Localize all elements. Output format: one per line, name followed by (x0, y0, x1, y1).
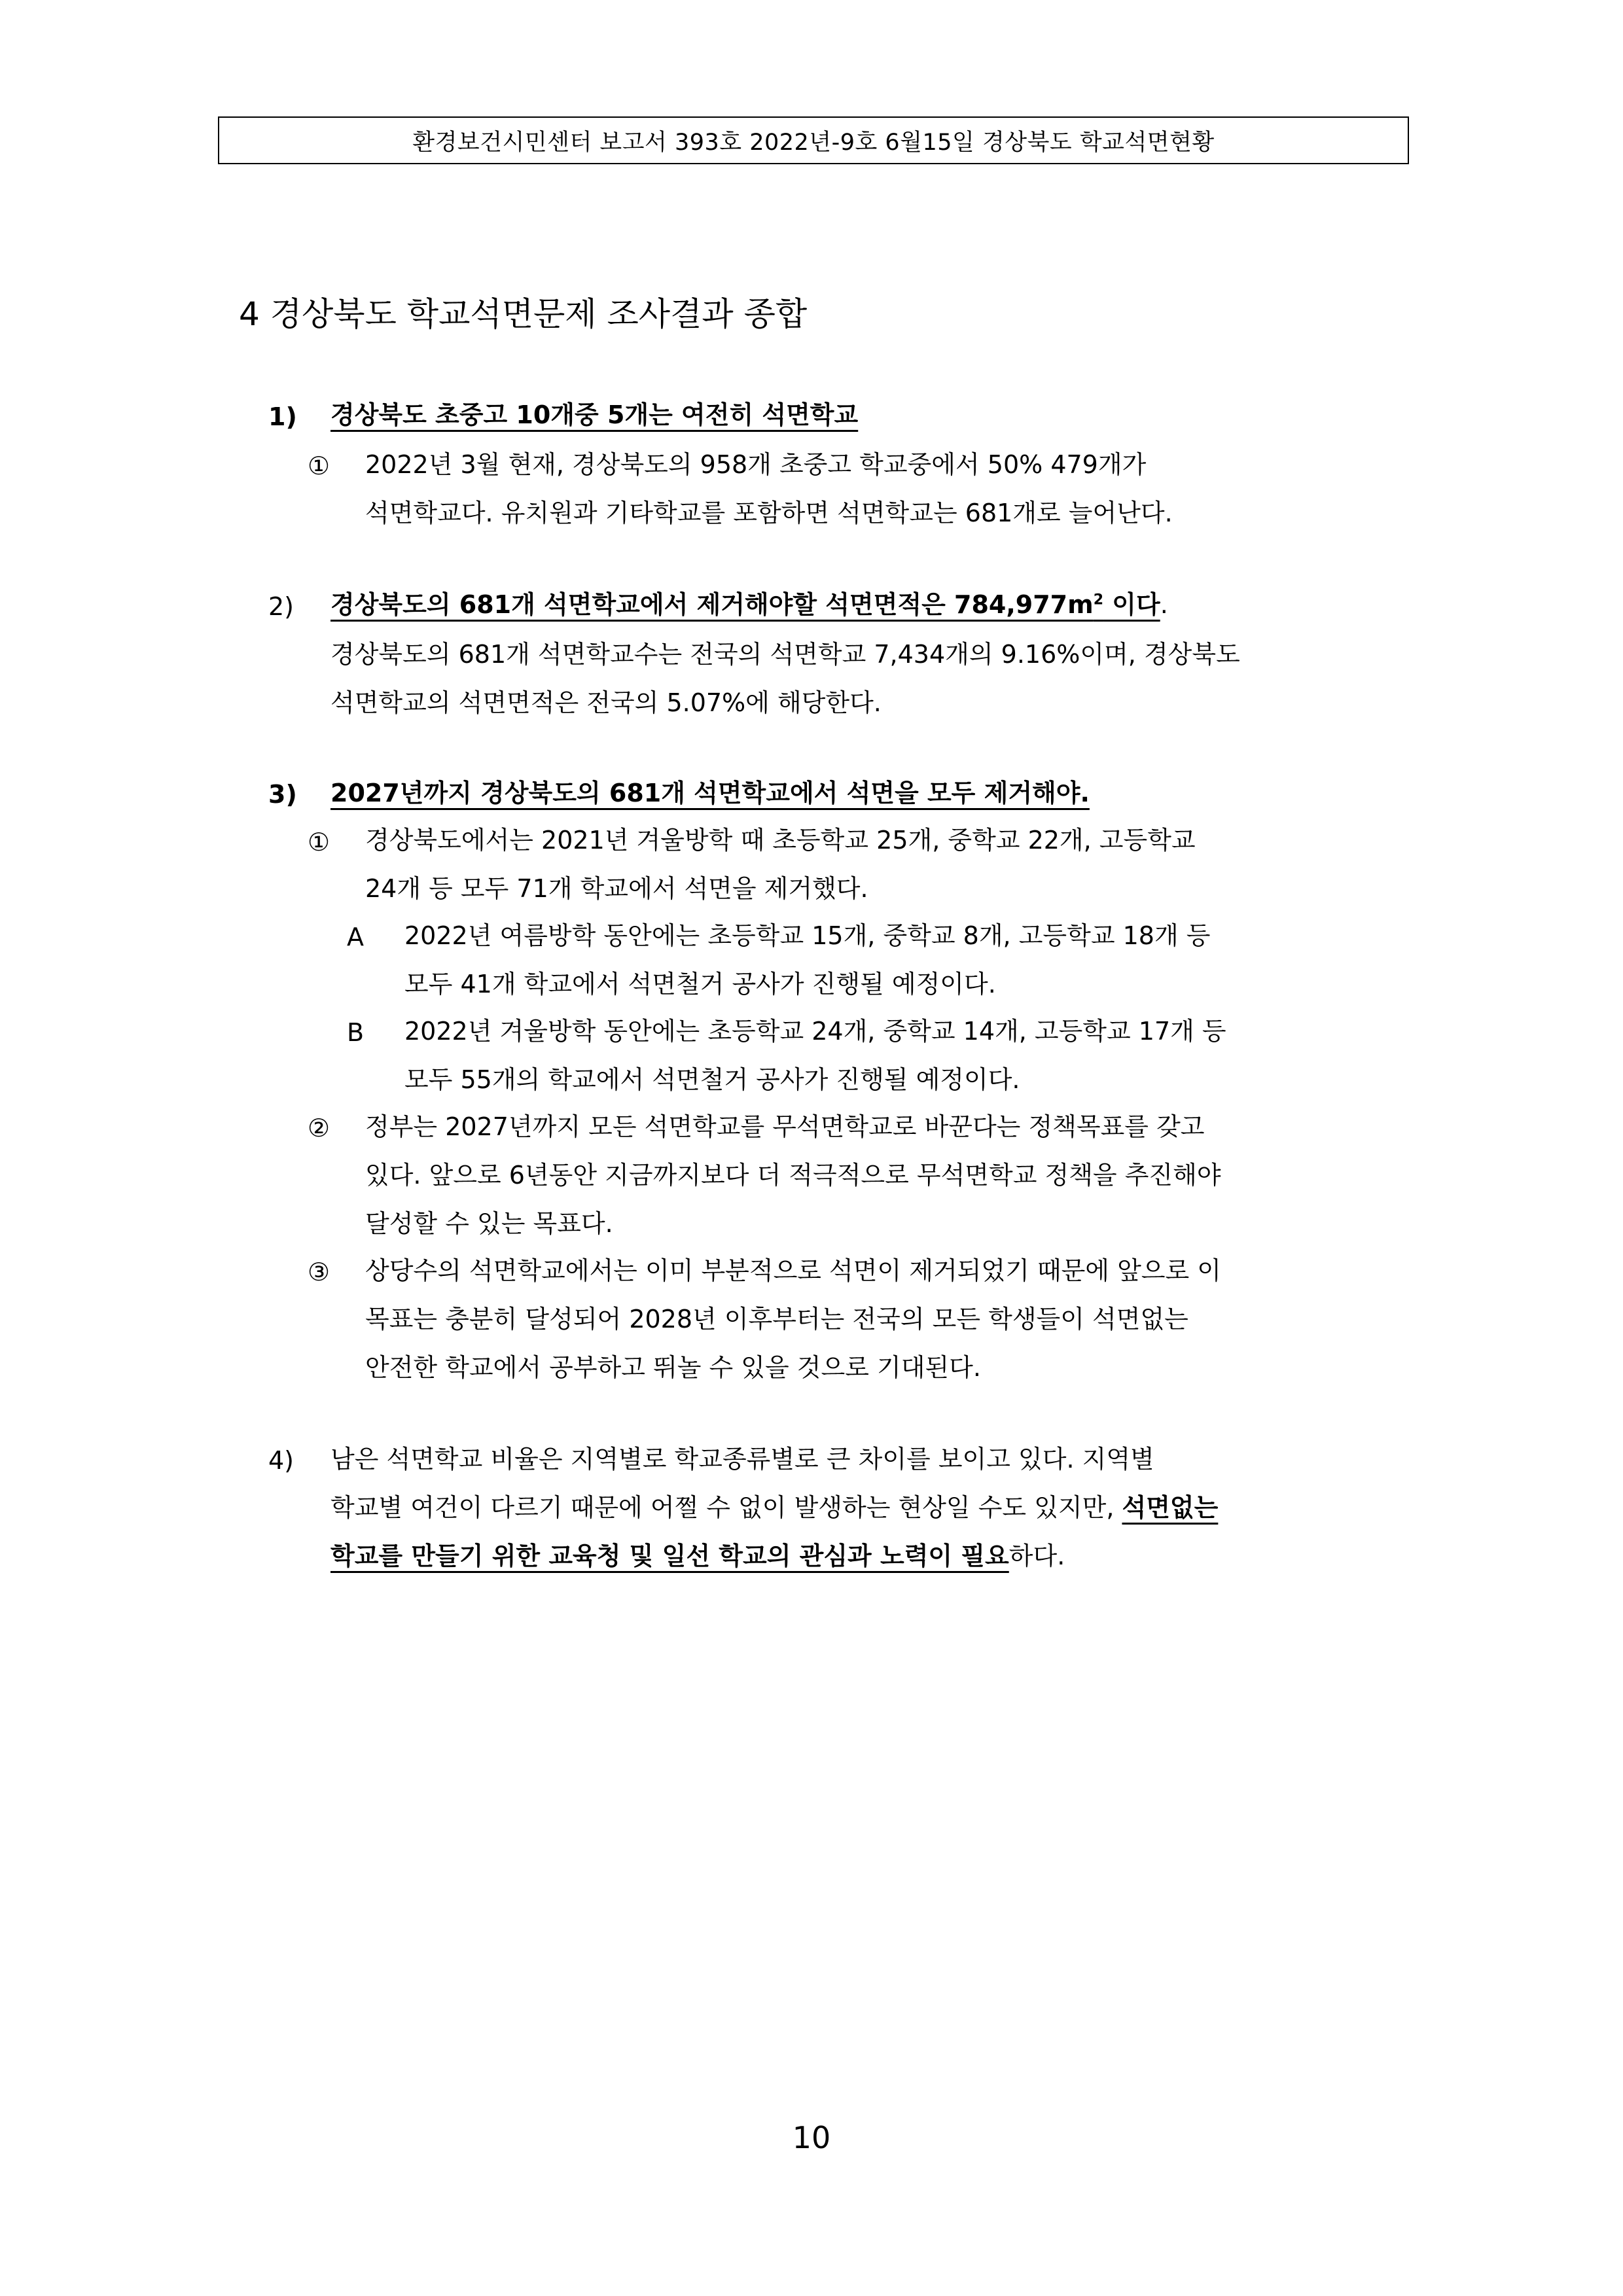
item-2-heading-text: 경상북도의 681개 석면학교에서 제거해야할 석면면적은 $784,977m^2$ 이다 (330, 590, 1160, 619)
item-3-sub-3-marker: ③ (308, 1258, 330, 1286)
item-3-sub-2-line-1: 정부는 2027년까지 모든 석면학교를 무석면학교로 바꾼다는 정책목표를 갖고 (365, 1112, 1205, 1141)
section-title: 4 경상북도 학교석면문제 조사결과 종합 (239, 295, 808, 333)
item-4-line-2: 학교별 여건이 다르기 때문에 어쩔 수 없이 발생하는 현상일 수도 있지만, 석면없는 (330, 1493, 1219, 1522)
item-3-heading: 2027년까지 경상북도의 681개 석면학교에서 석면을 모두 제거해야. (330, 779, 1090, 807)
item-1-sub-1-line-2: 석면학교다. 유치원과 기타학교를 포함하면 석면학교는 681개로 늘어난다. (365, 499, 1173, 527)
item-3-sub-3-line-2: 목표는 충분히 달성되어 2028년 이후부터는 전국의 모든 학생들이 석면없는 (365, 1305, 1188, 1333)
item-1-sub-1-marker: ① (308, 451, 330, 480)
item-3-sub-b-line-2: 모두 55개의 학교에서 석면철거 공사가 진행될 예정이다. (404, 1065, 1020, 1094)
item-3-sub-1-marker: ① (308, 828, 330, 857)
item-4-marker: 4) (268, 1446, 294, 1475)
item-3-sub-b-line-1: 2022년 겨울방학 동안에는 초등학교 24개, 중학교 14개, 고등학교 17개 등 (404, 1017, 1226, 1046)
item-2-line-2: 석면학교의 석면면적은 전국의 5.07%에 해당한다. (330, 688, 882, 717)
item-3-sub-1-line-2: 24개 등 모두 71개 학교에서 석면을 제거했다. (365, 874, 868, 903)
item-3-sub-2-line-3: 달성할 수 있는 목표다. (365, 1209, 613, 1238)
report-header: 환경보건시민센터 보고서 393호 2022년-9호 6월15일 경상북도 학교석면현황 (218, 116, 1409, 164)
item-2-heading: 경상북도의 681개 석면학교에서 제거해야할 석면면적은 $784,977m^2$ 이다. (330, 590, 1168, 619)
item-3-marker: 3) (268, 780, 297, 809)
page-number: 10 (792, 2120, 831, 2155)
item-2-line-1: 경상북도의 681개 석면학교수는 전국의 석면학교 7,434개의 9.16%이며, 경상북도 (330, 640, 1240, 669)
item-3-sub-2-line-2: 있다. 앞으로 6년동안 지금까지보다 더 적극적으로 무석면학교 정책을 추진해야 (365, 1161, 1221, 1190)
item-4-emphasis-end: 학교를 만들기 위한 교육청 및 일선 학교의 관심과 노력이 필요 (330, 1542, 1009, 1570)
item-3-sub-b-marker: B (347, 1018, 365, 1047)
item-3-sub-a-line-2: 모두 41개 학교에서 석면철거 공사가 진행될 예정이다. (404, 970, 996, 998)
item-3-sub-3-line-1: 상당수의 석면학교에서는 이미 부분적으로 석면이 제거되었기 때문에 앞으로 이 (365, 1256, 1222, 1285)
item-4-line-3: 학교를 만들기 위한 교육청 및 일선 학교의 관심과 노력이 필요하다. (330, 1542, 1065, 1570)
item-4-line-1: 남은 석면학교 비율은 지역별로 학교종류별로 큰 차이를 보이고 있다. 지역별 (330, 1445, 1154, 1474)
item-1-sub-1-line-1: 2022년 3월 현재, 경상북도의 958개 초중고 학교중에서 50% 479개가 (365, 450, 1147, 479)
item-3-sub-a-line-1: 2022년 여름방학 동안에는 초등학교 15개, 중학교 8개, 고등학교 18개 등 (404, 921, 1211, 950)
item-1-marker: 1) (268, 402, 297, 431)
item-3-sub-2-marker: ② (308, 1114, 330, 1142)
item-2-marker: 2) (268, 592, 294, 621)
item-4-emphasis-start: 석면없는 (1122, 1493, 1219, 1522)
item-3-sub-3-line-3: 안전한 학교에서 공부하고 뛰놀 수 있을 것으로 기대된다. (365, 1353, 981, 1382)
item-3-sub-a-marker: A (347, 923, 364, 951)
item-3-sub-1-line-1: 경상북도에서는 2021년 겨울방학 때 초등학교 25개, 중학교 22개, 고등학교 (365, 826, 1196, 855)
item-1-heading: 경상북도 초중고 10개중 5개는 여전히 석면학교 (330, 400, 859, 429)
